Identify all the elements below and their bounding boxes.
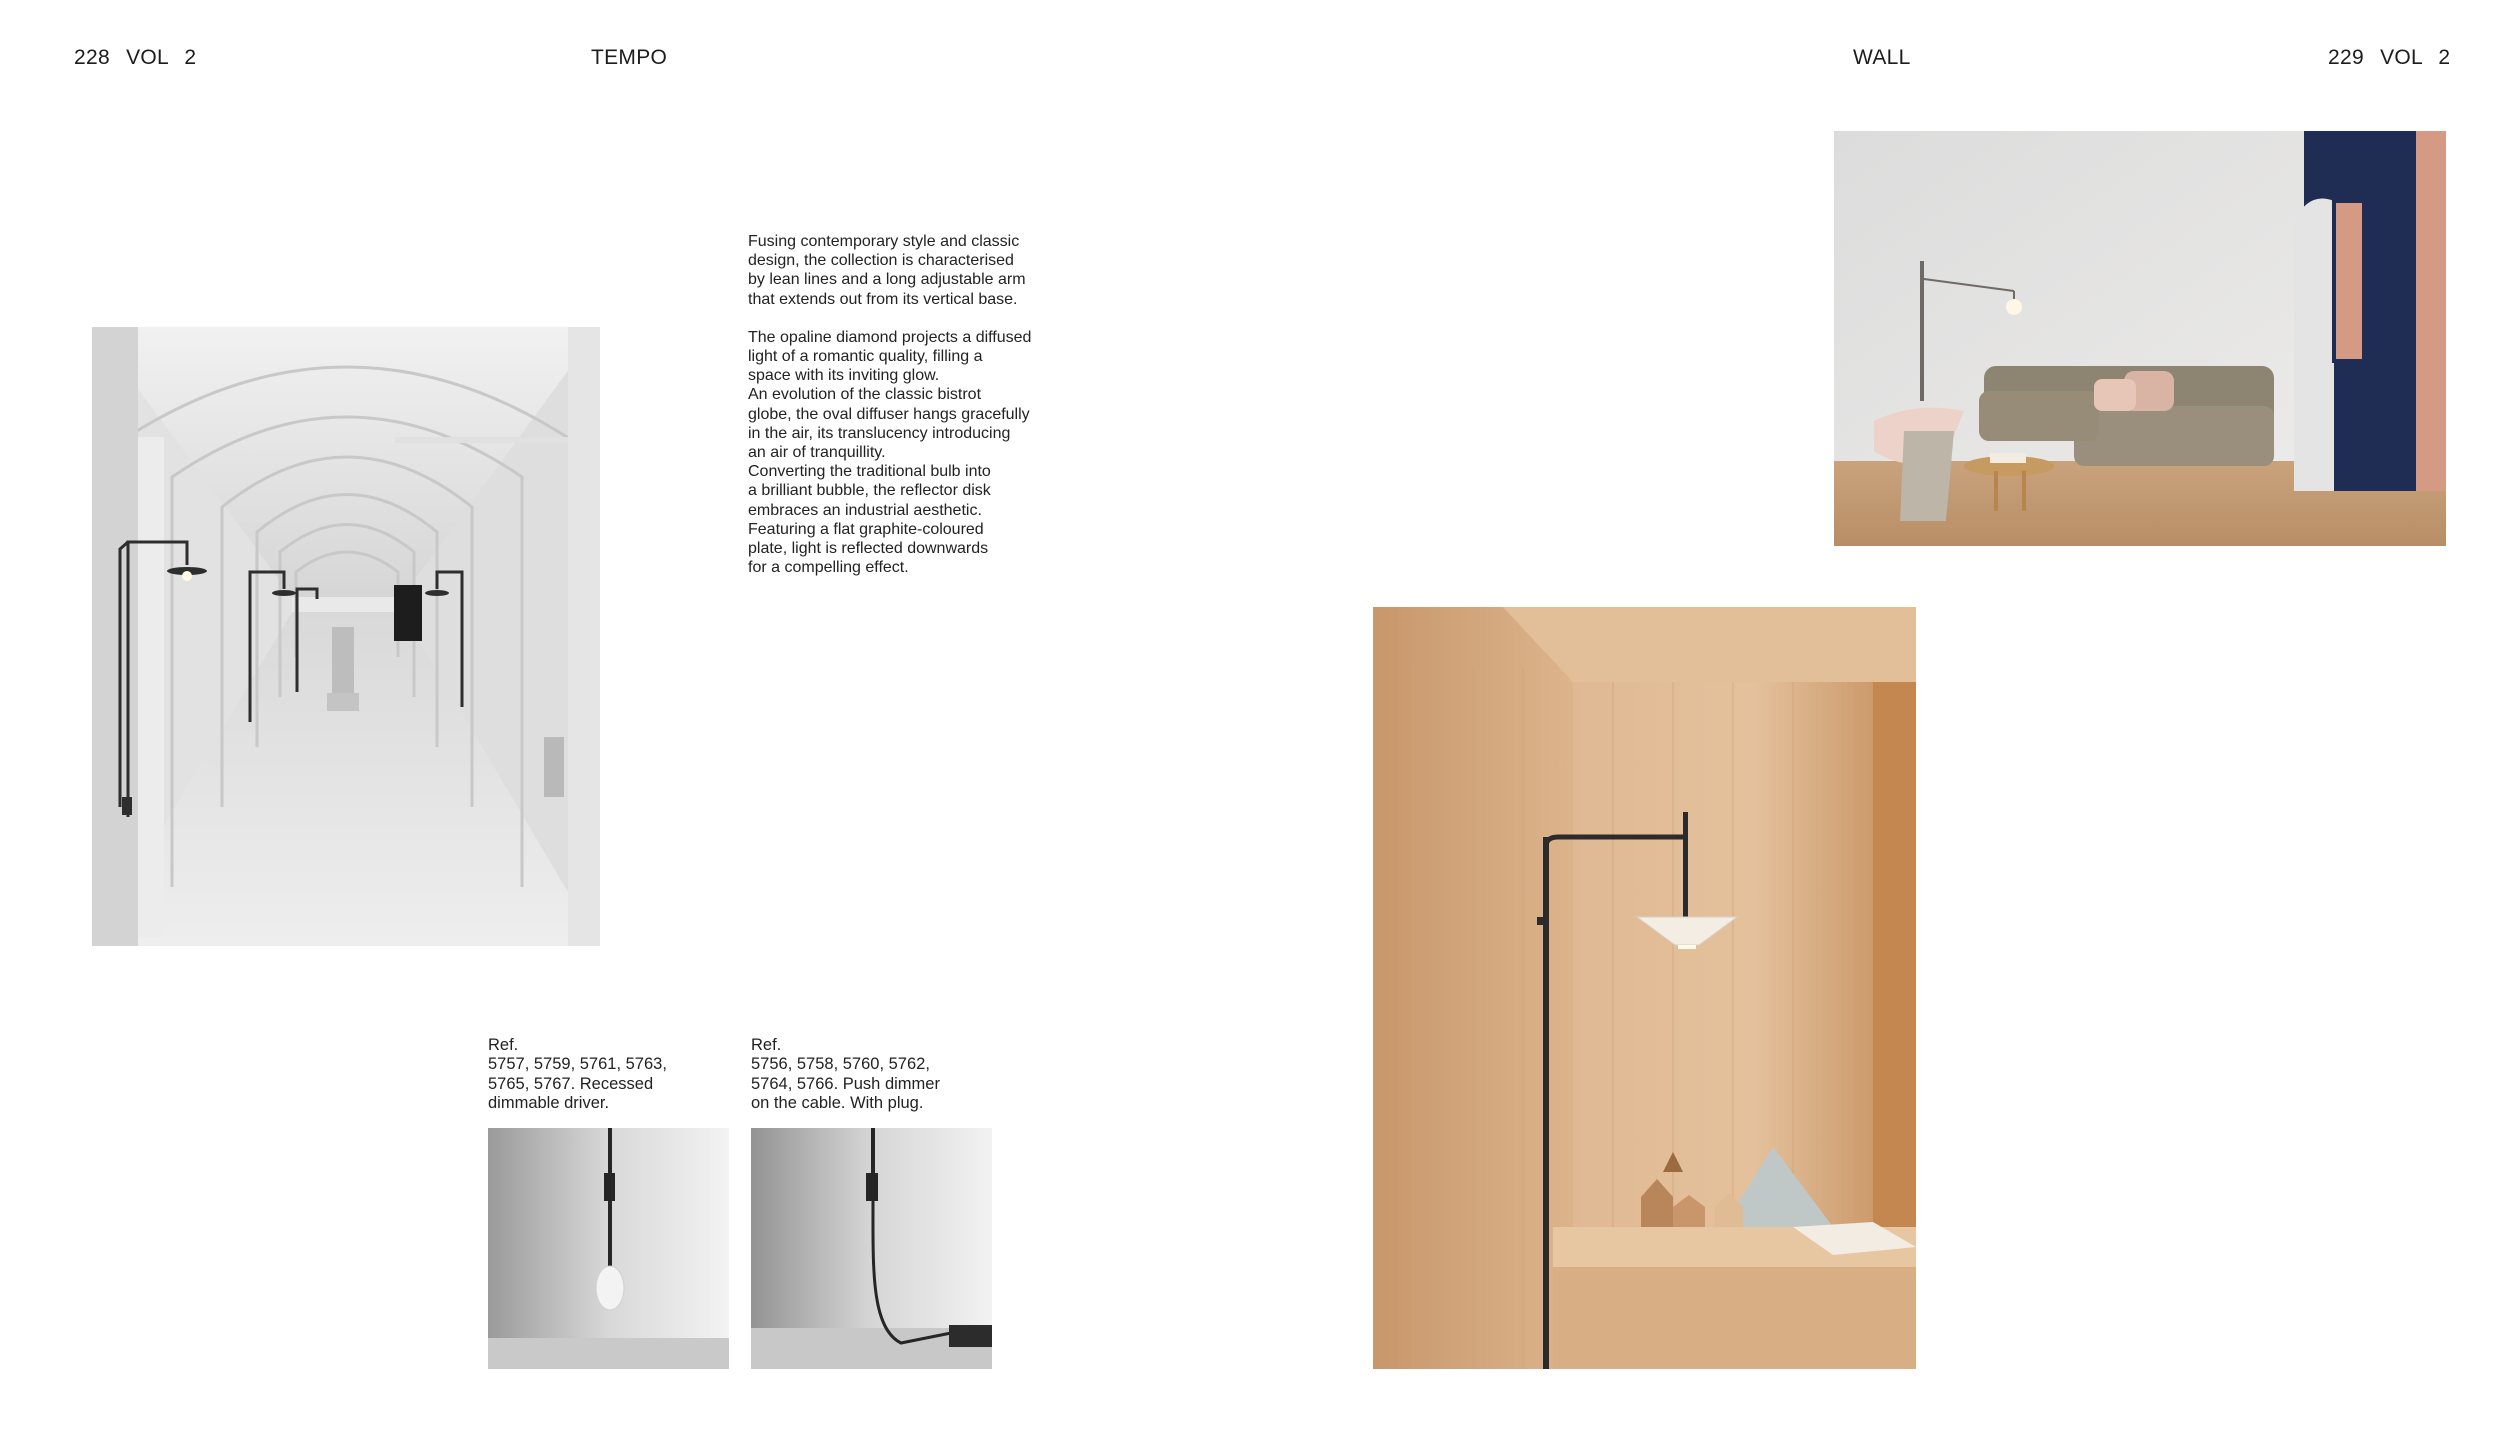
- corridor-photo: [92, 327, 600, 946]
- text-line: that extends out from its vertical base.: [748, 290, 1018, 308]
- text-line: Converting the traditional bulb into: [748, 463, 991, 481]
- text-line: The opaline diamond projects a diffused: [748, 328, 1032, 346]
- text-line: by lean lines and a long adjustable arm: [748, 271, 1026, 289]
- ref-label: Ref.: [751, 1036, 782, 1054]
- living-room-photo: [1834, 131, 2446, 546]
- text-line: An evolution of the classic bistrot: [748, 386, 982, 404]
- text-line: plate, light is reflected downwards: [748, 540, 989, 558]
- text-line: light of a romantic quality, filling a: [748, 348, 983, 366]
- ref-line: 5764, 5766. Push dimmer: [751, 1074, 940, 1093]
- ref-label: Ref.: [488, 1036, 519, 1054]
- left-page-number: 228 VOL 2: [74, 46, 197, 69]
- product-photo-recessed: [488, 1128, 729, 1369]
- ref-line: dimmable driver.: [488, 1093, 610, 1112]
- text-line: design, the collection is characterised: [748, 252, 1014, 270]
- product-description: [748, 232, 1088, 577]
- reference-caption-recessed: [488, 1036, 728, 1113]
- product-photo-plug: [751, 1128, 992, 1369]
- text-line: an air of tranquillity.: [748, 444, 886, 462]
- right-section-title: WALL: [1853, 46, 1911, 69]
- text-line: a brilliant bubble, the reflector disk: [748, 482, 991, 500]
- text-line: in the air, its translucency introducing: [748, 424, 1011, 442]
- description-paragraph-2: [748, 328, 1088, 578]
- text-line: globe, the oval diffuser hangs gracefully: [748, 405, 1030, 423]
- text-line: space with its inviting glow.: [748, 367, 940, 385]
- text-line: Featuring a flat graphite-coloured: [748, 520, 984, 538]
- description-paragraph-1: [748, 232, 1088, 309]
- wood-niche-photo: [1373, 607, 1916, 1369]
- ref-line: 5765, 5767. Recessed: [488, 1074, 654, 1093]
- ref-line: 5756, 5758, 5760, 5762,: [751, 1055, 930, 1074]
- text-line: Fusing contemporary style and classic: [748, 233, 1020, 250]
- text-line: embraces an industrial aesthetic.: [748, 501, 982, 519]
- ref-line: 5757, 5759, 5761, 5763,: [488, 1055, 667, 1074]
- text-line: for a compelling effect.: [748, 559, 909, 577]
- right-page-number: 229 VOL 2: [2328, 46, 2451, 69]
- reference-caption-plug: [751, 1036, 991, 1113]
- left-section-title: TEMPO: [591, 46, 668, 69]
- ref-line: on the cable. With plug.: [751, 1093, 924, 1112]
